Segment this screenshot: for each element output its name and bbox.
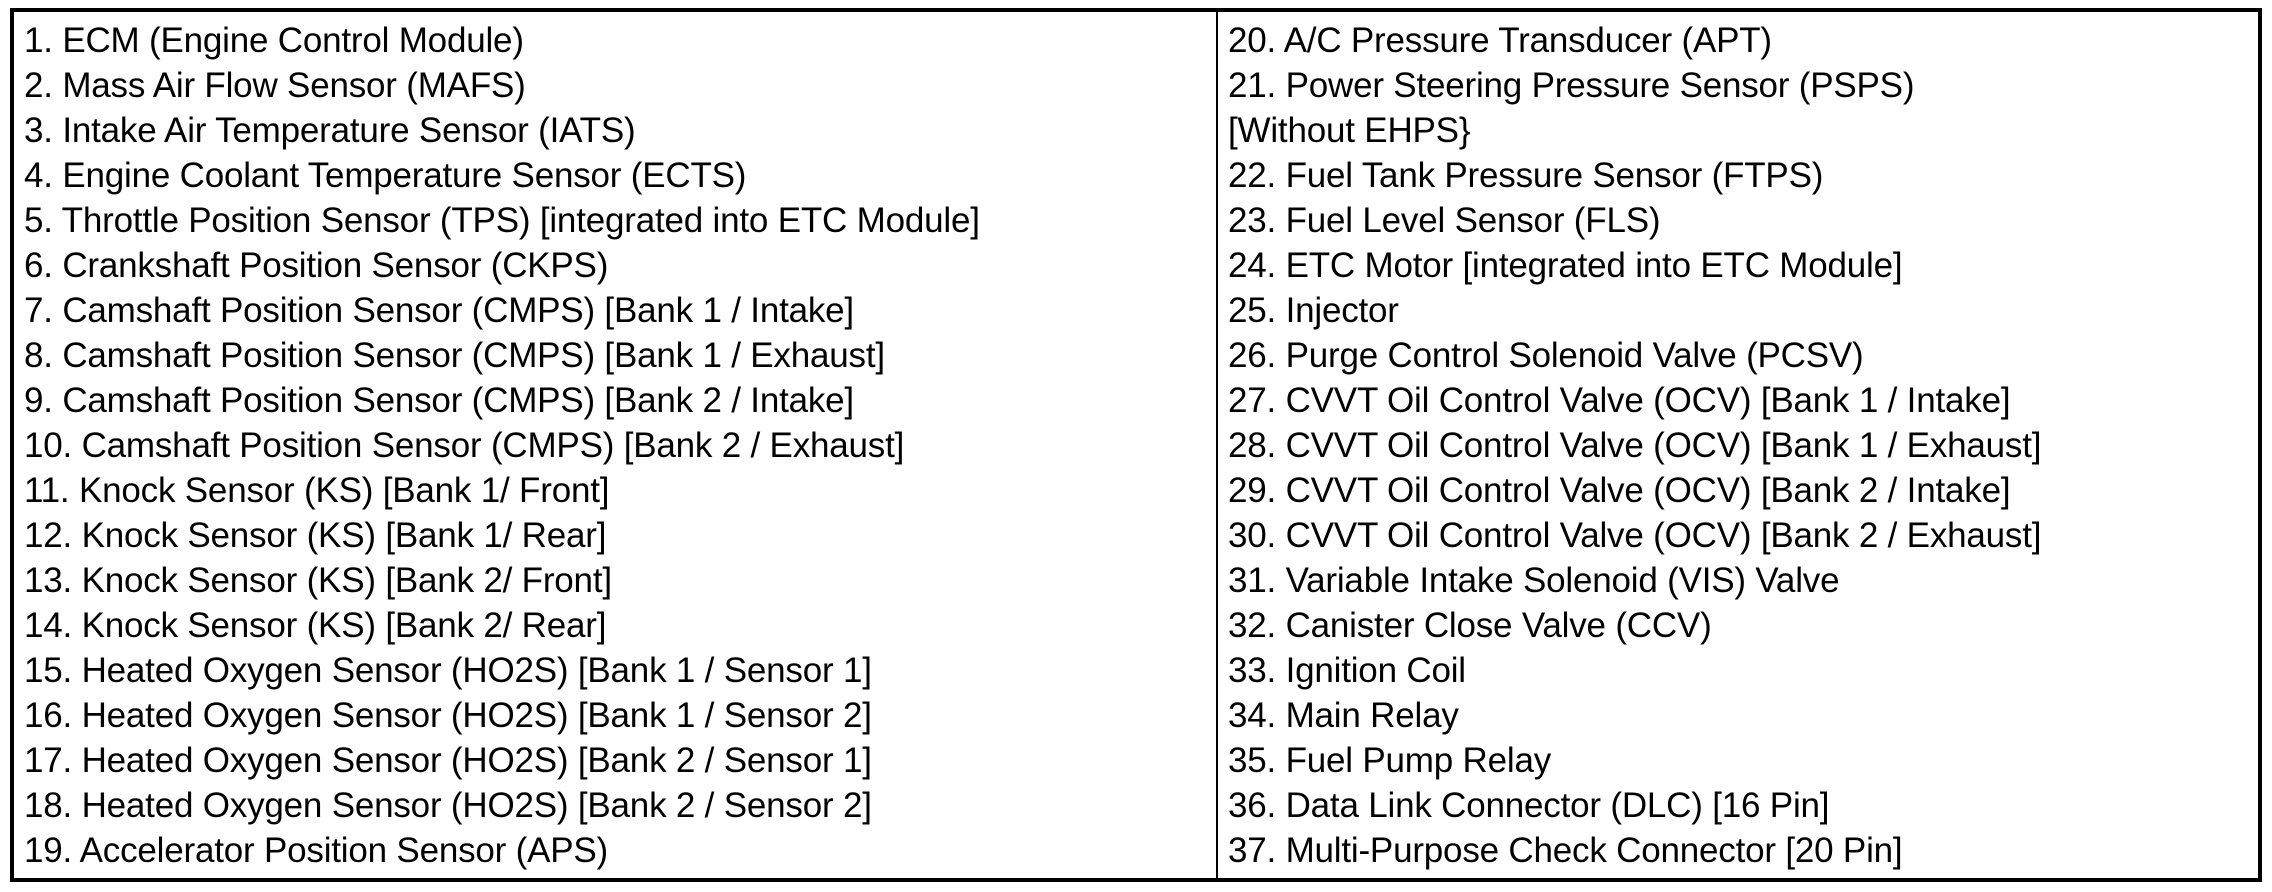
legend-item: 16. Heated Oxygen Sensor (HO2S) [Bank 1 / Sensor 2] [24,696,872,735]
legend-item: 23. Fuel Level Sensor (FLS) [1228,201,1661,240]
legend-item: 9. Camshaft Position Sensor (CMPS) [Bank 2 / Intake] [24,381,854,420]
legend-item: 29. CVVT Oil Control Valve (OCV) [Bank 2 / Intake] [1228,471,2011,510]
legend-item: 6. Crankshaft Position Sensor (CKPS) [24,246,609,285]
legend-item: 32. Canister Close Valve (CCV) [1228,606,1712,645]
legend-item: 15. Heated Oxygen Sensor (HO2S) [Bank 1 / Sensor 1] [24,651,872,690]
legend-item: 17. Heated Oxygen Sensor (HO2S) [Bank 2 / Sensor 1] [24,741,872,780]
legend-item: 21. Power Steering Pressure Sensor (PSPS) [1228,66,1915,105]
legend-item: 8. Camshaft Position Sensor (CMPS) [Bank 1 / Exhaust] [24,336,885,375]
legend-item: 24. ETC Motor [integrated into ETC Module] [1228,246,1903,285]
legend-item: 30. CVVT Oil Control Valve (OCV) [Bank 2 / Exhaust] [1228,516,2042,555]
legend-item: 5. Throttle Position Sensor (TPS) [integrated into ETC Module] [24,201,980,240]
legend-item: 2. Mass Air Flow Sensor (MAFS) [24,66,526,105]
legend-item: 18. Heated Oxygen Sensor (HO2S) [Bank 2 / Sensor 2] [24,786,872,825]
legend-item: 11. Knock Sensor (KS) [Bank 1/ Front] [24,471,610,510]
legend-item: 26. Purge Control Solenoid Valve (PCSV) [1228,336,1864,375]
legend-item: 14. Knock Sensor (KS) [Bank 2/ Rear] [24,606,607,645]
legend-item: 37. Multi-Purpose Check Connector [20 Pin] [1228,831,1903,870]
legend-item: 4. Engine Coolant Temperature Sensor (ECTS) [24,156,747,195]
legend-left-column [14,12,1218,878]
legend-item: 1. ECM (Engine Control Module) [24,21,524,60]
legend-item: 36. Data Link Connector (DLC) [16 Pin] [1228,786,1830,825]
component-legend-table [10,8,2262,882]
legend-item: 25. Injector [1228,291,1399,330]
legend-item: 28. CVVT Oil Control Valve (OCV) [Bank 1 / Exhaust] [1228,426,2042,465]
legend-item-continuation: [Without EHPS} [1228,111,1471,150]
legend-item: 27. CVVT Oil Control Valve (OCV) [Bank 1 / Intake] [1228,381,2011,420]
legend-item: 12. Knock Sensor (KS) [Bank 1/ Rear] [24,516,607,555]
legend-item: 34. Main Relay [1228,696,1459,735]
legend-item: 3. Intake Air Temperature Sensor (IATS) [24,111,636,150]
legend-item: 22. Fuel Tank Pressure Sensor (FTPS) [1228,156,1824,195]
legend-item: 20. A/C Pressure Transducer (APT) [1228,21,1772,60]
legend-item: 35. Fuel Pump Relay [1228,741,1552,780]
legend-right-column [1218,12,2258,878]
legend-item: 7. Camshaft Position Sensor (CMPS) [Bank 1 / Intake] [24,291,854,330]
legend-item: 19. Accelerator Position Sensor (APS) [24,831,608,870]
legend-item: 31. Variable Intake Solenoid (VIS) Valve [1228,561,1840,600]
legend-item: 33. Ignition Coil [1228,651,1466,690]
legend-item: 13. Knock Sensor (KS) [Bank 2/ Front] [24,561,612,600]
legend-item: 10. Camshaft Position Sensor (CMPS) [Bank 2 / Exhaust] [24,426,905,465]
